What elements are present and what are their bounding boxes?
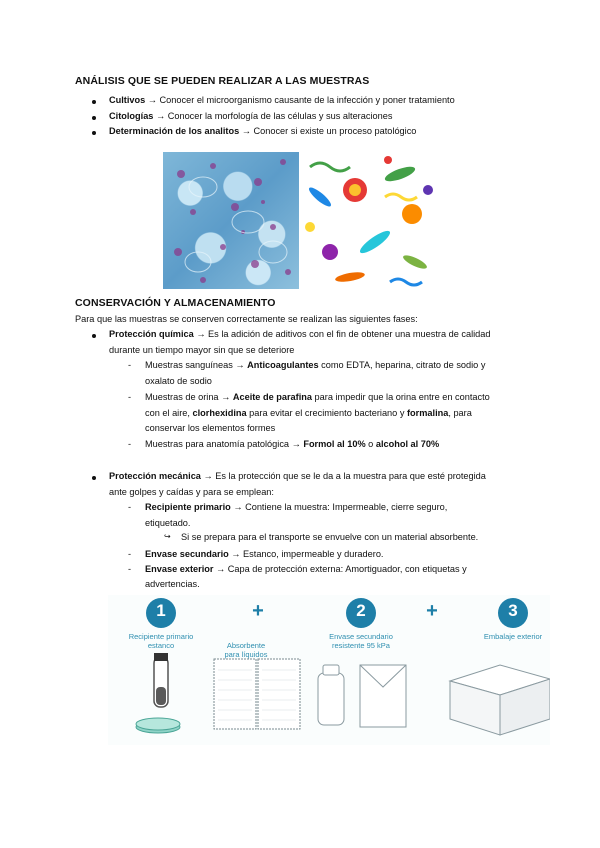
step-number-1: 1 — [156, 601, 166, 620]
arrow-bullet: ↪ — [164, 532, 171, 541]
mech-term: Protección mecánica — [109, 471, 201, 481]
bacteria-pattern — [300, 152, 439, 289]
item-term: Citologías — [109, 111, 154, 121]
sub-text: → Estanco, impermeable y duradero. — [228, 549, 384, 559]
microorganisms-illustration — [300, 152, 439, 289]
item-text: → Conocer si existe un proceso patológico — [239, 126, 417, 136]
sub-bold: Aceite de parafina — [232, 392, 312, 402]
heading-analisis: ANÁLISIS QUE SE PUEDEN REALIZAR A LAS MUESTRAS — [75, 75, 370, 87]
chem-protection-line1 — [109, 327, 491, 342]
step-sub-2: resistente 95 kPa — [332, 641, 390, 650]
sub-item-primary-line2: etiquetado. — [145, 518, 191, 528]
bullet — [92, 476, 96, 480]
sub-bold: Formol al 10% — [303, 439, 366, 449]
dash: - — [128, 360, 132, 370]
plus-sign: + — [252, 600, 264, 622]
absorbent-label: Absorbente — [226, 641, 266, 650]
sub-text: como EDTA, heparina, citrato de sodio y — [318, 360, 486, 370]
sub-text: Muestras sanguíneas → — [145, 360, 248, 370]
step-sub-1: estanco — [147, 641, 175, 650]
sub-bold: clorhexidina — [192, 408, 247, 418]
sub-bold: Envase exterior — [145, 564, 214, 574]
dash: - — [128, 502, 132, 512]
item-text: → Conocer la morfología de las células y sus alteraciones — [153, 111, 393, 121]
bullet — [92, 131, 96, 135]
item-text: → Conocer el microorganismo causante de la infección y poner tratamiento — [145, 95, 455, 105]
sub-item-blood — [145, 358, 485, 373]
step-number-3: 3 — [508, 601, 518, 620]
sub-item-exterior-line2: advertencias. — [145, 579, 200, 589]
plus-sign: + — [426, 600, 438, 622]
intro-text: Para que las muestras se conserven correctamente se realizan las siguientes fases: — [75, 314, 418, 324]
step-label-3: Embalaje exterior — [483, 632, 543, 641]
sub-bold: formalina — [406, 408, 449, 418]
sub-text: Muestras de orina → — [145, 392, 233, 402]
item-term: Determinación de los analitos — [109, 126, 240, 136]
sub-text: para impedir que la orina entre en contacto — [312, 392, 490, 402]
list-item — [109, 93, 455, 108]
sub-item-urine-line2 — [145, 406, 472, 421]
mech-protection-line1 — [109, 469, 486, 484]
cytology-photo — [163, 152, 299, 289]
sub-item-pathology — [145, 437, 439, 452]
bullet — [92, 100, 96, 104]
sub-text: o — [365, 439, 376, 449]
sub-item-exterior — [145, 562, 467, 577]
list-item — [109, 124, 416, 139]
step-number-2: 2 — [356, 601, 366, 620]
dash: - — [128, 564, 132, 574]
sub-item-urine-line3: conservar los elementos formes — [145, 423, 276, 433]
sub-text: → Capa de protección externa: Amortiguador, con etiquetas y — [213, 564, 467, 574]
sub-bold: Recipiente primario — [145, 502, 231, 512]
sub-text: Muestras para anatomía patológica → — [145, 439, 304, 449]
sub-text: con el aire, — [145, 408, 193, 418]
sub-text: → Contiene la muestra: Impermeable, cierre seguro, — [230, 502, 448, 512]
step-label-2: Envase secundario — [329, 632, 393, 641]
packaging-diagram — [108, 595, 550, 745]
bullet — [92, 116, 96, 120]
sub-text: , para — [448, 408, 472, 418]
heading-conservacion: CONSERVACIÓN Y ALMACENAMIENTO — [75, 297, 276, 309]
sub-item-primary-note: Si se prepara para el transporte se envuelve con un material absorbente. — [181, 532, 479, 542]
cell-stain-pattern — [163, 152, 299, 289]
sub-text: para evitar el crecimiento bacteriano y — [246, 408, 407, 418]
dash: - — [128, 549, 132, 559]
chem-term: Protección química — [109, 329, 194, 339]
sub-item-blood-line2: oxalato de sodio — [145, 376, 212, 386]
chem-protection-line2: durante un tiempo mayor sin que se deteriore — [109, 345, 295, 355]
sub-bold: alcohol al 70% — [375, 439, 440, 449]
sub-item-primary — [145, 500, 447, 515]
sub-bold: Anticoagulantes — [247, 360, 319, 370]
item-term: Cultivos — [109, 95, 146, 105]
mech-protection-line2: ante golpes y caídas y para se emplean: — [109, 487, 274, 497]
step-label-1: Recipiente primario — [128, 632, 194, 641]
dash: - — [128, 439, 132, 449]
sub-bold: Envase secundario — [145, 549, 229, 559]
sub-item-urine — [145, 390, 490, 405]
sub-item-secondary — [145, 547, 383, 562]
mech-text: → Es la protección que se le da a la muestra para que esté protegida — [200, 471, 486, 481]
bullet — [92, 334, 96, 338]
list-item — [109, 109, 392, 124]
absorbent-sub: para líquidos — [224, 650, 268, 659]
chem-text: → Es la adición de aditivos con el fin de obtener una muestra de calidad — [193, 329, 491, 339]
dash: - — [128, 392, 132, 402]
